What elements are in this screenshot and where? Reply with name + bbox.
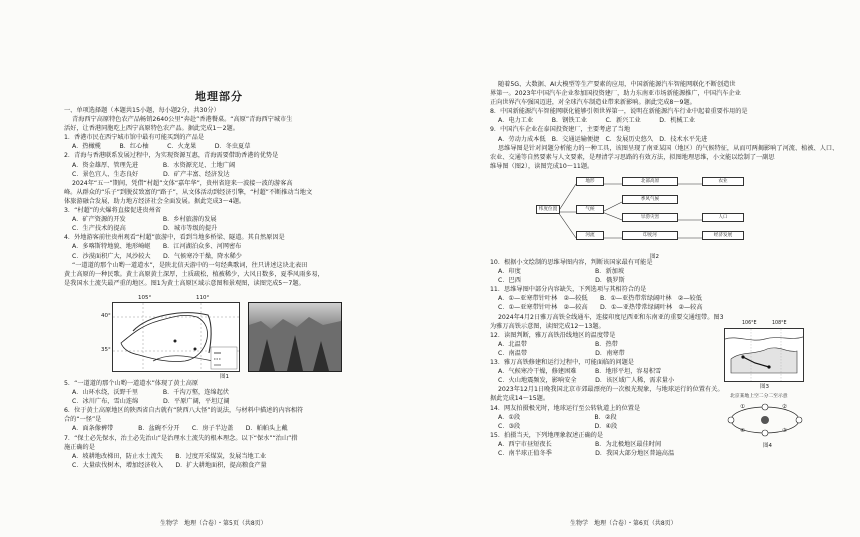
figure3-caption: 图3 (760, 384, 769, 390)
text-line: 5．“一道道的那个山哟一道道水”体现了黄土高原 (64, 380, 199, 387)
text-line: 9．中国汽车企业在泰国投资建厂，主要考虑了当地 (490, 126, 631, 134)
mind-map-node: 气候 (576, 205, 604, 214)
fig3-lon-a: 106°E (742, 321, 757, 326)
text-line: 10．根据小文绘制的思维导图内容，判断该国家最有可能是 (490, 259, 653, 266)
text-line: A．资金雄厚、管理先进 B．水资源充足、土地广阔 (72, 161, 236, 169)
text-line: C．①—亚寒带针叶林 ②—较高 D．①—亚热带常绿阔叶林 ②—较高 (498, 304, 703, 312)
text-line: 2．青海与香港联系发展过程中，为实现资源互惠，青海需要借助香港的优势是 (64, 152, 279, 160)
text-line: A．西宁市昼短夜长 B．为北极地区最佳时间 (498, 440, 662, 448)
earth-orbit-svg (726, 400, 804, 440)
text-line: A．气候寒冷干燥，修建困难 B．地形平坦，容易积雪 (498, 368, 662, 376)
mind-map-figure (536, 172, 756, 250)
text-line: 峰。从群众的“乐子”到脱贫致富的“路子”，从文体活动到经济引擎，“村超”不断推动当地文 (64, 188, 313, 196)
orbit-segment-label: ① (740, 404, 745, 410)
text-line: 2023年12月1日晚我国北京市郊最漂亮的一次极光现象，与地球运行的位置有关。 (498, 386, 724, 394)
text-line: C．生产技术的提高 D．城市等级的提升 (72, 225, 218, 233)
text-line: 为雅万高铁示意图，读图完成12～13题。 (490, 322, 605, 330)
text-line: 11．思维导图中部分内容缺失，下列选项与其相符合的是 (490, 286, 647, 294)
left-question-column (64, 106, 324, 288)
loess-plateau-map-svg (113, 303, 239, 371)
text-line: C．③段 D．④段 (498, 422, 618, 430)
text-line: C．大量砍伐树木，增加经济收入 D．扩大耕地面积，提高粮食产量 (72, 461, 267, 469)
fig1-lon-left: 105° (138, 295, 152, 301)
text-line: 2024年“五一”期间，凭借“村超”文体“嘉年华”，贵州省迎来一波接一波的游客高 (72, 179, 293, 187)
mind-map-node: 人口 (702, 213, 744, 222)
loess-ravines-svg (249, 303, 341, 371)
text-line: 农业、交通等自然要素与人文要素，是理清学习思路的有效方法，拟图地理思维，小文能以绘制了一副思 (490, 153, 775, 161)
orbit-segment-label: ② (782, 404, 787, 410)
text-line: C．景色宜人、生态良好 D．矿产丰富、经济发达 (72, 170, 230, 178)
text-line: A．山环水绕，沃野千里 B．千沟万壑，连绵起伏 (72, 389, 229, 397)
fig1-lat-top: 40° (101, 313, 111, 319)
text-line: 施正确的是 (64, 443, 95, 451)
section-title: 地理部分 (195, 90, 243, 103)
fig3-lon-b: 108°E (772, 321, 787, 326)
text-line: A．热橄榄 B．红心柚 C．火龙果 D．冬虫夏草 (72, 143, 251, 151)
text-line: 13．雅万高铁修建和运行过程中，可能面临的问题是 (490, 359, 634, 367)
text-line: A．北温带 B．热带 (498, 340, 618, 348)
right-question-column (490, 80, 838, 171)
right-page (430, 0, 860, 537)
fig4-title: 北京某地上空二分二至示意 (730, 394, 788, 399)
loess-plateau-map (112, 302, 240, 372)
text-line: C．南半球正值冬季 D．我国大部分地区普遍高温 (498, 449, 675, 457)
right-footer: 生物学 地理（合卷）・第6页（共8页） (570, 520, 677, 527)
text-line: C．沙漠面积广大，风沙较大 D．气候寒冷干燥，降水稀少 (72, 252, 242, 260)
text-line: “一道道的那个山哟一道道水”，是陕北信天游中的一句经典歌词，往只讲述这块北表田 (72, 261, 308, 269)
jakarta-bandung-railway-map (724, 328, 804, 382)
text-line: 活好，让香港同胞吃上西宁高原特色农产品。据此完成1～2题。 (64, 125, 239, 133)
mind-map-node: 农业 (702, 177, 744, 186)
text-line: A．坡耕地改梯田，防止水土流失 B．过度开采煤炭，发展当地工业 (72, 452, 267, 460)
mind-map-node: 北部高原 (622, 177, 678, 186)
mind-map-node: 地形 (576, 177, 604, 186)
figure4-caption: 图4 (763, 443, 772, 449)
mind-map-node: 季风气候 (622, 195, 678, 204)
left-footer: 生物学 地理（合卷）・第5页（共8页） (160, 520, 267, 527)
text-line: 合的“一怪”是 (64, 416, 102, 424)
mind-map-node: 河流 (576, 231, 604, 240)
text-line: 4．外地游客前往贵州观看“村超”旅游中，看到当地多桥梁、隧道。其自然原因是 (64, 234, 285, 242)
figure1-caption: 图1 (220, 374, 229, 380)
text-line: 14．网友拍摄极光时，地球运行至公转轨道上的位置是 (490, 404, 641, 412)
text-line: A．电力工业 B．钢铁工业 C．新兴工业 D．机械工业 (498, 117, 695, 125)
text-line: A．面条像裤带 B．盆碗不分开 C．房子半边盖 D．帕帕头上戴 (72, 425, 288, 433)
fig1-lat-bottom: 35° (101, 347, 111, 353)
mind-map-node: 旱涝灾害 (622, 213, 678, 222)
text-line: 15．拍摄当天，下列地理象叙述正确的是 (490, 431, 604, 439)
text-line: 8．中国新能源汽车智能网联化能够引领世界第一，说明在新能源汽车行业中起着重要作用的是 (490, 108, 748, 116)
text-line: A．劳动力成本低 B．交通运输便捷 C．发展历史悠久 D．技术水平先进 (498, 135, 708, 143)
orbit-segment-label: ④ (740, 428, 745, 434)
text-line: 青海西宁高原特色农产品畅销2640公里“奔赴”香港餐桌。“高原”青海西宁城市生 (72, 116, 293, 124)
left-question-column-2 (64, 379, 303, 470)
text-line: 思维导图是针对问题分析能力的一种工具，该图呈现了南亚某国（地区）的气候特征，从而可两揭影响了河流、植被、人口、 (498, 144, 839, 152)
text-line: 3．“村超”的火爆将直接促进贵州省 (64, 207, 161, 215)
text-line: A．矿产资源的开发 B．乡村旅游的发展 (72, 216, 217, 224)
text-line: C．火山地震频发，影响安全 D．该区域广人稀，需求量小 (498, 377, 675, 385)
text-line: 据此完成14～15题。 (490, 395, 550, 403)
text-line: 7．“保土必先保水，治土必先治山”是治理水土流失的根本理念。以下“保水”“治山”措 (64, 434, 298, 442)
mind-map-node: 经济发展 (702, 231, 744, 240)
orbit-segment-label: ③ (782, 428, 787, 434)
text-line: A．印度 B．新加坡 (498, 268, 625, 276)
text-line: 黄土高原的一种民歌。黄土高原黄土深厚，土质疏松，植被稀少，大风日数多，夏季风雨多易， (64, 270, 324, 278)
text-line: 随着5G、大数据、AI大模型等生产要素的应用，中国新能源汽车智能网联化不断创造世 (498, 81, 736, 88)
earth-orbit-figure (726, 400, 804, 440)
text-line: 正向世界汽车强国迈进，对全球汽车制造业带来新影响。据此完成8～9题。 (490, 99, 696, 107)
text-line: A．①—亚寒带针叶林 ②—较低 B．①—亚热带常绿阔叶林 ②—较低 (498, 295, 702, 303)
text-line: 12．读图判断，雅万高铁沿线地区的温度带是 (490, 331, 616, 339)
fig1-lon-right: 110° (196, 295, 210, 301)
text-line: 维导图（图2），读图完成10～11题。 (490, 162, 594, 170)
text-line: A．多喀斯特地貌、地形崎岖 B．江河湖泊众多、河网密布 (72, 243, 242, 251)
text-line: 6．位于黄土高原地区的陕西省自古就有“陕西八大怪”的说法，与材料中描述的内容相符 (64, 407, 304, 415)
text-line: C．冰川广布，雪山连绵 D．平原广阔，平坦辽阔 (72, 398, 230, 406)
text-line: A．①段 B．②段 (498, 413, 617, 421)
text-line: 是我国水土流失最严重的地区。图1为黄土高原区域示意图和景观图，读图完成5～7题。 (64, 279, 305, 287)
text-line: 界第一。2023年中国汽车企业参加国投资建厂，助力东南亚市场新能源推广，中国汽车企业 (490, 90, 741, 98)
figure2-caption: 图2 (650, 254, 659, 260)
mind-map-node: 印度河 (622, 231, 678, 240)
loess-plateau-photo (248, 302, 342, 372)
text-line: 1．香港市民在西宁城市馆中最有可能买到的产品是 (64, 134, 205, 142)
right-question-column-2 (490, 258, 724, 458)
text-line: C．巴西 D．俄罗斯 (498, 277, 625, 285)
railway-map-svg (725, 329, 803, 381)
text-line: 一、单项选择题（本题共15小题，每小题2分，共30分） (64, 107, 220, 114)
text-line: 体旅游融合发展，助力地方经济社会全面发展。据此完成3～4题。 (64, 197, 246, 205)
text-line: 2024年4月2日雅万高铁全线通车，连接印度尼西亚和东南亚的重要交通纽带。图3 (498, 313, 724, 321)
mind-map-node: 纬度位置 (536, 205, 560, 214)
text-line: C．南温带 D．南寒带 (498, 349, 625, 357)
